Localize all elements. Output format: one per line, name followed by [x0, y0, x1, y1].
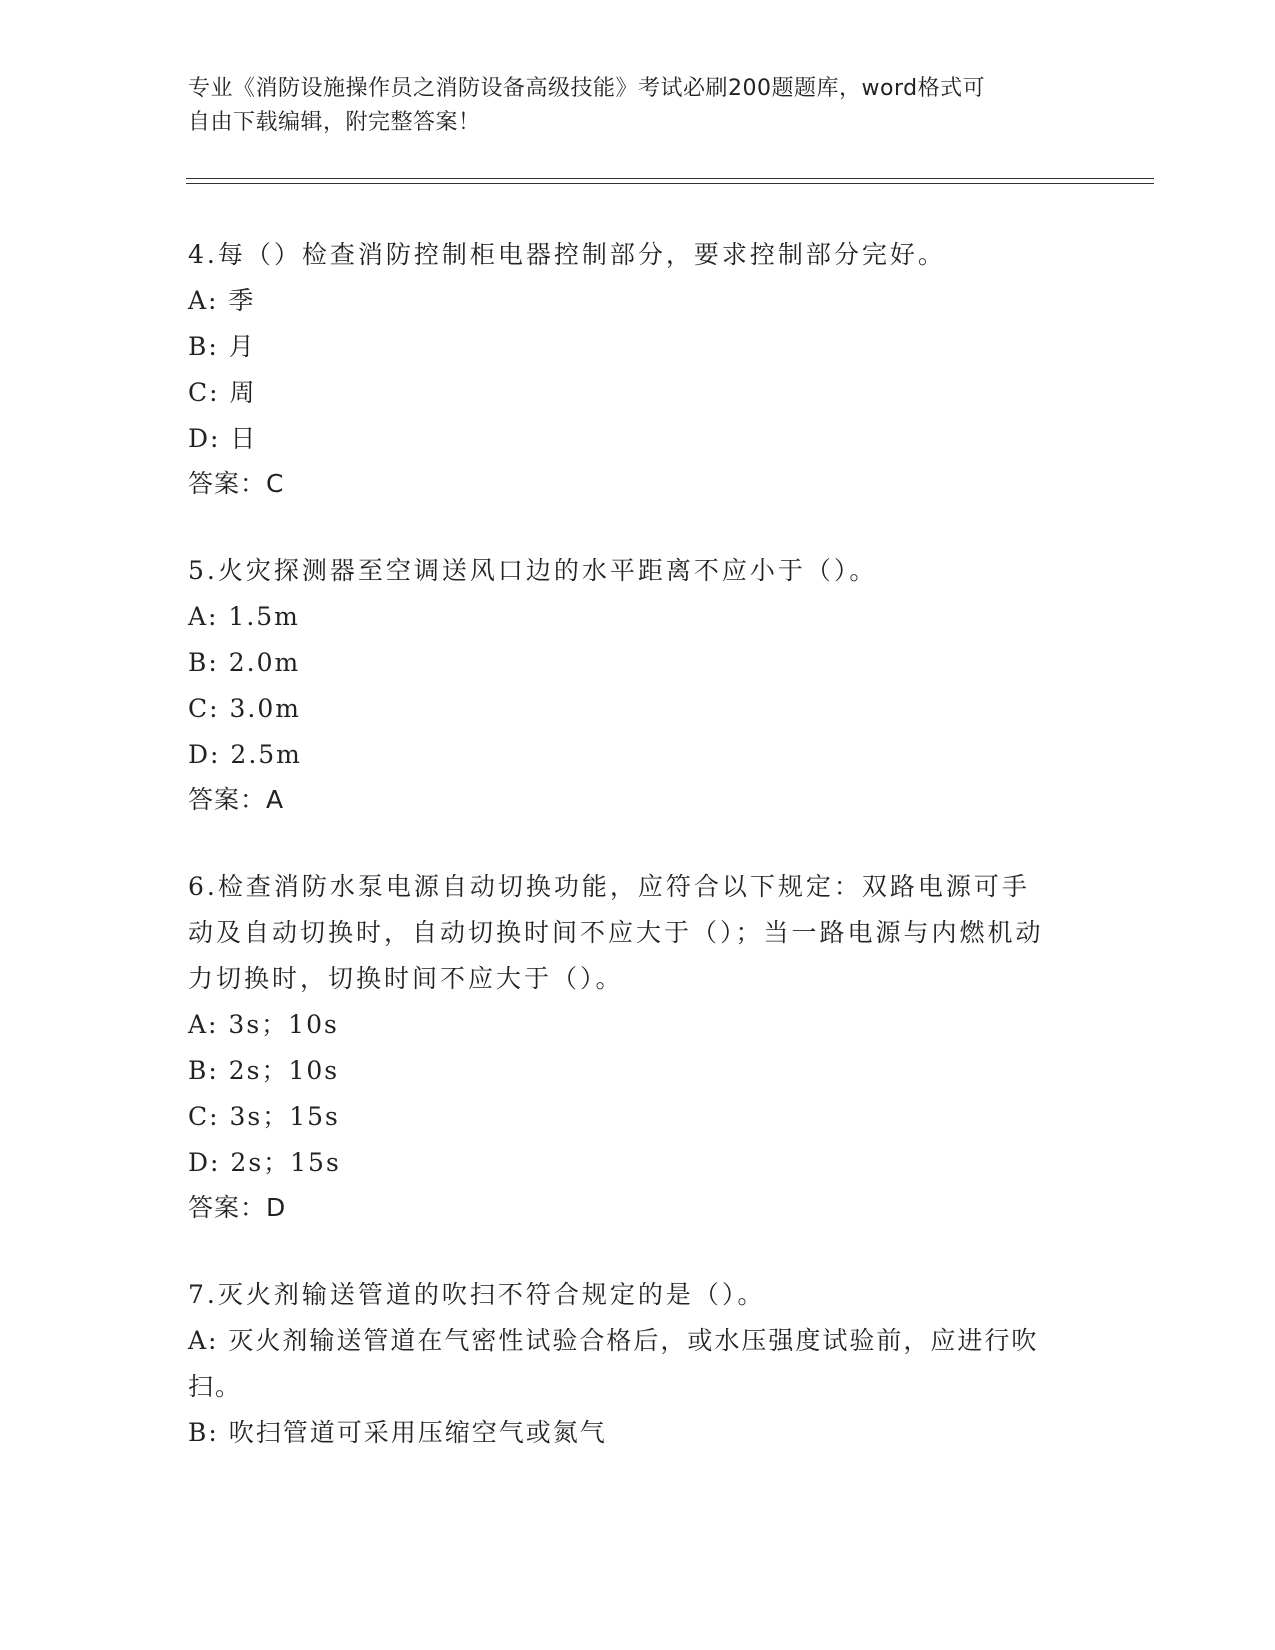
question-text: 6.检查消防水泵电源自动切换功能，应符合以下规定：双路电源可手动及自动切换时，自动切换时间不应大于（）；当一路电源与内燃机动力切换时，切换时间不应大于（）。: [188, 872, 1044, 993]
question-text: 7.灭火剂输送管道的吹扫不符合规定的是（）。: [188, 1280, 766, 1309]
question-list: [188, 232, 1088, 1498]
document-header: [188, 72, 1068, 140]
answer-text: 答案：D: [188, 1193, 287, 1222]
option-d: D: 2s；15s: [188, 1148, 341, 1177]
header-rule-bottom: [186, 183, 1154, 184]
answer-text: 答案：A: [188, 785, 285, 814]
option-d: D: 日: [188, 424, 258, 453]
header-line-1: 专业《消防设施操作员之消防设备高级技能》考试必刷200题题库，word格式可: [188, 76, 986, 101]
question-item: [188, 1272, 1088, 1456]
question-item: [188, 864, 1088, 1230]
option-b: B: 2s；10s: [188, 1056, 340, 1085]
header-line-2: 自由下载编辑，附完整答案！: [188, 110, 481, 135]
option-a: A: 3s；10s: [188, 1010, 339, 1039]
option-a: A: 季: [188, 286, 256, 315]
option-b: B: 2.0m: [188, 648, 301, 677]
option-b: B: 吹扫管道可采用压缩空气或氮气: [188, 1418, 607, 1447]
option-d: D: 2.5m: [188, 740, 302, 769]
question-item: [188, 548, 1088, 822]
option-c: C: 3.0m: [188, 694, 301, 723]
option-c: C: 周: [188, 378, 257, 407]
question-text: 5.火灾探测器至空调送风口边的水平距离不应小于（）。: [188, 556, 878, 585]
answer-text: 答案：C: [188, 469, 285, 498]
option-b: B: 月: [188, 332, 256, 361]
question-text: 4.每（）检查消防控制柜电器控制部分，要求控制部分完好。: [188, 240, 946, 269]
option-a: A: 灭火剂输送管道在气密性试验合格后，或水压强度试验前，应进行吹扫。: [188, 1326, 1039, 1401]
option-a: A: 1.5m: [188, 602, 300, 631]
question-item: [188, 232, 1088, 506]
option-c: C: 3s；15s: [188, 1102, 340, 1131]
header-rule-top: [186, 178, 1154, 179]
